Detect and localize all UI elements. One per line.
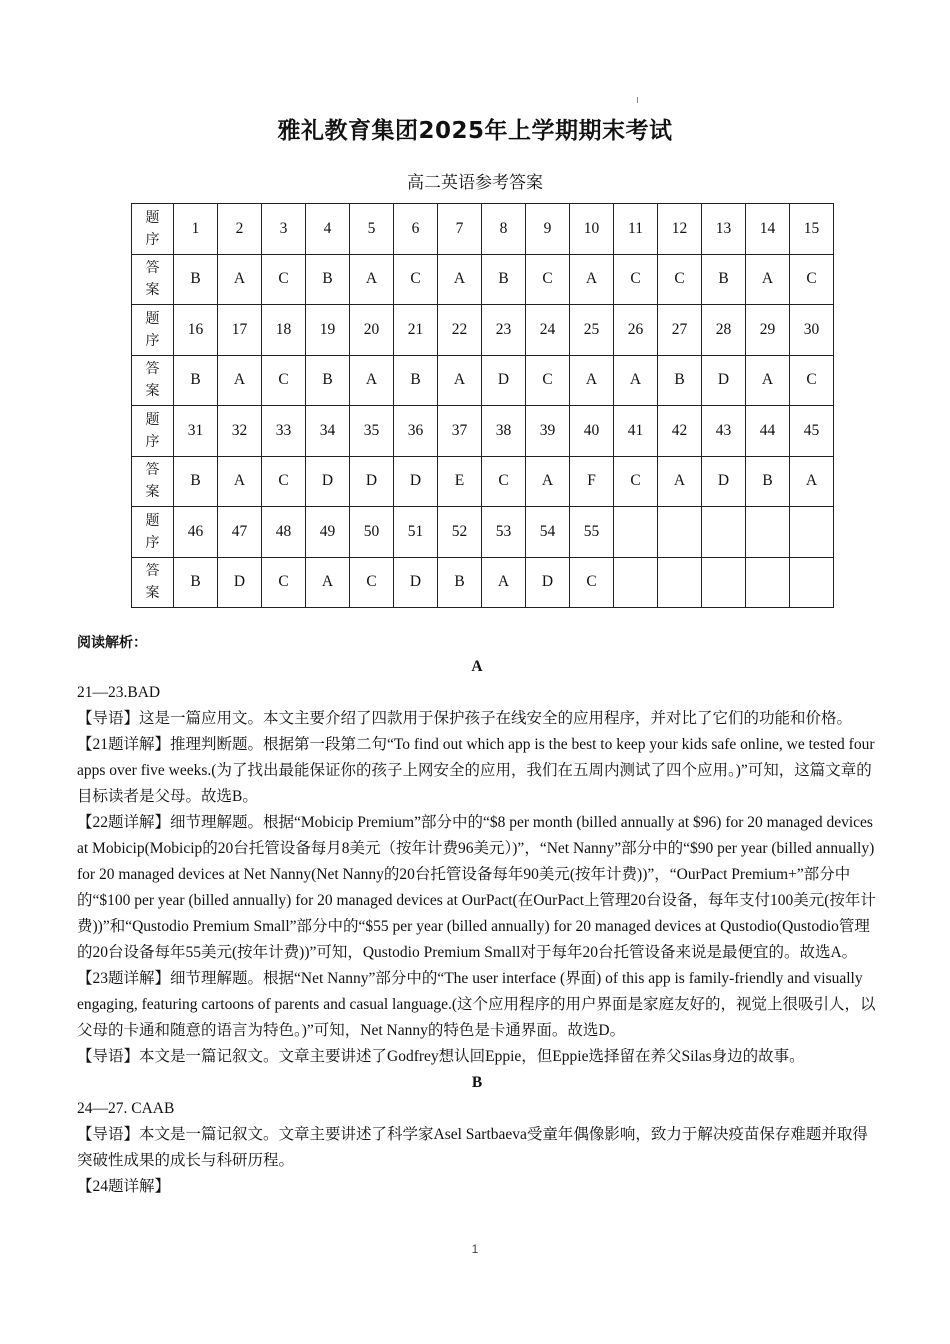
question-number-cell: 36 bbox=[394, 406, 438, 457]
answer-cell: A bbox=[790, 456, 834, 507]
question-number-cell bbox=[746, 507, 790, 558]
question-number-cell: 23 bbox=[482, 305, 526, 356]
answer-cell: C bbox=[262, 355, 306, 406]
question-number-cell: 53 bbox=[482, 507, 526, 558]
question-number-cell: 3 bbox=[262, 204, 306, 255]
q21-explanation: 【21题详解】推理判断题。根据第一段第二句“To find out which app is the best to keep your kids safe online, we tested four apps over five weeks.(为了找出最能保证你的孩子上网安全的应用，我们在五周内测试了四个应用。)”可知，这篇文章的目标读者是父母。故选B。 bbox=[77, 736, 875, 805]
answer-row bbox=[132, 254, 834, 305]
question-number-cell: 43 bbox=[702, 406, 746, 457]
question-number-cell: 40 bbox=[570, 406, 614, 457]
number-row bbox=[132, 406, 834, 457]
page-subtitle: 高二英语参考答案 bbox=[407, 173, 543, 193]
scan-mark bbox=[637, 97, 638, 103]
question-number-cell: 30 bbox=[790, 305, 834, 356]
answer-row-label: 答 案 bbox=[132, 557, 174, 608]
question-number-cell: 38 bbox=[482, 406, 526, 457]
question-number-cell: 34 bbox=[306, 406, 350, 457]
reading-analysis bbox=[77, 654, 877, 1200]
question-number-cell: 37 bbox=[438, 406, 482, 457]
answer-cell: A bbox=[482, 557, 526, 608]
section-b-heading: B bbox=[471, 1074, 483, 1091]
answer-cell: D bbox=[306, 456, 350, 507]
answer-cell: A bbox=[218, 254, 262, 305]
answer-row bbox=[132, 557, 834, 608]
question-number-cell: 20 bbox=[350, 305, 394, 356]
question-number-cell: 1 bbox=[174, 204, 218, 255]
answer-cell: B bbox=[306, 254, 350, 305]
question-number-cell: 24 bbox=[526, 305, 570, 356]
answer-cell: D bbox=[394, 557, 438, 608]
question-number-cell: 33 bbox=[262, 406, 306, 457]
section-a-answers: 21—23.BAD bbox=[77, 684, 161, 701]
answer-cell: B bbox=[438, 557, 482, 608]
answer-cell: D bbox=[482, 355, 526, 406]
answer-cell: C bbox=[790, 254, 834, 305]
question-number-cell: 48 bbox=[262, 507, 306, 558]
extra-intro: 【导语】本文是一篇记叙文。文章主要讲述了Godfrey想认回Eppie，但Eppie选择留在养父Silas身边的故事。 bbox=[77, 1048, 805, 1065]
answer-cell: A bbox=[614, 355, 658, 406]
question-number-cell: 32 bbox=[218, 406, 262, 457]
answer-cell: C bbox=[262, 456, 306, 507]
answer-cell: D bbox=[394, 456, 438, 507]
answer-cell: E bbox=[438, 456, 482, 507]
question-number-cell: 12 bbox=[658, 204, 702, 255]
answer-cell: C bbox=[262, 254, 306, 305]
answer-cell: B bbox=[174, 254, 218, 305]
question-number-cell bbox=[702, 507, 746, 558]
question-number-cell: 22 bbox=[438, 305, 482, 356]
answer-cell: D bbox=[702, 355, 746, 406]
question-number-cell: 14 bbox=[746, 204, 790, 255]
question-number-cell: 19 bbox=[306, 305, 350, 356]
reading-label: 阅读解析： bbox=[77, 635, 147, 651]
question-number-cell: 42 bbox=[658, 406, 702, 457]
question-number-cell bbox=[790, 507, 834, 558]
answer-cell: A bbox=[658, 456, 702, 507]
q24-explanation: 【24题详解】 bbox=[77, 1178, 171, 1195]
answer-cell: F bbox=[570, 456, 614, 507]
answer-cell: A bbox=[438, 355, 482, 406]
answer-cell: D bbox=[350, 456, 394, 507]
question-number-cell: 51 bbox=[394, 507, 438, 558]
answer-cell bbox=[746, 557, 790, 608]
answer-cell: A bbox=[526, 456, 570, 507]
answer-cell: C bbox=[482, 456, 526, 507]
section-a-heading: A bbox=[471, 658, 483, 675]
question-number-cell: 35 bbox=[350, 406, 394, 457]
question-number-cell: 49 bbox=[306, 507, 350, 558]
question-number-cell: 15 bbox=[790, 204, 834, 255]
question-number-cell: 29 bbox=[746, 305, 790, 356]
page-number: 1 bbox=[471, 1242, 479, 1256]
answer-cell: A bbox=[570, 355, 614, 406]
number-row bbox=[132, 305, 834, 356]
answer-cell: A bbox=[438, 254, 482, 305]
question-number-cell: 9 bbox=[526, 204, 570, 255]
question-number-cell: 26 bbox=[614, 305, 658, 356]
number-row-label: 题 序 bbox=[132, 305, 174, 356]
answer-cell: B bbox=[174, 456, 218, 507]
number-row bbox=[132, 204, 834, 255]
question-number-cell bbox=[658, 507, 702, 558]
question-number-cell: 16 bbox=[174, 305, 218, 356]
question-number-cell: 2 bbox=[218, 204, 262, 255]
answer-cell: B bbox=[174, 355, 218, 406]
answer-table bbox=[131, 203, 834, 608]
question-number-cell: 11 bbox=[614, 204, 658, 255]
answer-cell: C bbox=[658, 254, 702, 305]
question-number-cell: 7 bbox=[438, 204, 482, 255]
question-number-cell: 27 bbox=[658, 305, 702, 356]
question-number-cell: 45 bbox=[790, 406, 834, 457]
answer-cell: D bbox=[702, 456, 746, 507]
page-title: 雅礼教育集团2025年上学期期末考试 bbox=[277, 118, 673, 144]
question-number-cell: 31 bbox=[174, 406, 218, 457]
answer-cell: C bbox=[570, 557, 614, 608]
answer-cell: B bbox=[394, 355, 438, 406]
q22-explanation: 【22题详解】细节理解题。根据“Mobicip Premium”部分中的“$8 per month (billed annually at $96) for 20 managed devices at Mobicip(Mobicip的20台托管设备每月8美元（按年计费96美元）)”，“Net Nanny”部分中的“$90 per year (billed annually) for 20 managed devices at Net Nanny(Net Nanny的20台托管设备每年90美元(按年计费))”，“OurPact Premium+”部分中的“$100 per year (billed annually) for 20 managed devices at OurPact(在OurPact上管理20台设备，每年支付100美元(按年计费))”和“Qustodio Premium Small”部分中的“$55 per year (billed annually) for 20 managed devices at Qustodio(Qustodio管理的20台设备每年55美元(按年计费))”可知，Qustodio Premium Small对于每年20台托管设备来说是最便宜的。故选A。 bbox=[77, 814, 876, 961]
answer-cell: B bbox=[306, 355, 350, 406]
question-number-cell: 8 bbox=[482, 204, 526, 255]
question-number-cell: 25 bbox=[570, 305, 614, 356]
answer-cell: A bbox=[350, 355, 394, 406]
answer-cell: C bbox=[526, 355, 570, 406]
question-number-cell: 10 bbox=[570, 204, 614, 255]
answer-cell: D bbox=[218, 557, 262, 608]
question-number-cell: 4 bbox=[306, 204, 350, 255]
answer-cell: A bbox=[746, 355, 790, 406]
question-number-cell: 6 bbox=[394, 204, 438, 255]
answer-cell: D bbox=[526, 557, 570, 608]
question-number-cell: 54 bbox=[526, 507, 570, 558]
question-number-cell: 28 bbox=[702, 305, 746, 356]
answer-cell: C bbox=[350, 557, 394, 608]
answer-cell: A bbox=[306, 557, 350, 608]
answer-cell: B bbox=[482, 254, 526, 305]
answer-cell bbox=[658, 557, 702, 608]
question-number-cell: 18 bbox=[262, 305, 306, 356]
answer-cell: C bbox=[790, 355, 834, 406]
answer-cell bbox=[702, 557, 746, 608]
number-row-label: 题 序 bbox=[132, 406, 174, 457]
section-b-answers: 24—27. CAAB bbox=[77, 1100, 175, 1117]
question-number-cell: 44 bbox=[746, 406, 790, 457]
answer-cell: C bbox=[526, 254, 570, 305]
section-b-intro: 【导语】本文是一篇记叙文。文章主要讲述了科学家Asel Sartbaeva受童年偶像影响，致力于解决疫苗保存难题并取得突破性成果的成长与科研历程。 bbox=[77, 1126, 868, 1169]
question-number-cell: 50 bbox=[350, 507, 394, 558]
answer-cell: B bbox=[174, 557, 218, 608]
number-row-label: 题 序 bbox=[132, 204, 174, 255]
question-number-cell: 46 bbox=[174, 507, 218, 558]
answer-row bbox=[132, 355, 834, 406]
answer-cell: A bbox=[218, 355, 262, 406]
answer-cell: A bbox=[350, 254, 394, 305]
answer-cell: C bbox=[614, 456, 658, 507]
question-number-cell: 55 bbox=[570, 507, 614, 558]
answer-row bbox=[132, 456, 834, 507]
question-number-cell: 21 bbox=[394, 305, 438, 356]
answer-cell: C bbox=[394, 254, 438, 305]
question-number-cell: 13 bbox=[702, 204, 746, 255]
answer-cell: B bbox=[658, 355, 702, 406]
answer-cell: A bbox=[218, 456, 262, 507]
section-a-intro: 【导语】这是一篇应用文。本文主要介绍了四款用于保护孩子在线安全的应用程序，并对比了它们的功能和价格。 bbox=[77, 710, 853, 727]
answer-row-label: 答 案 bbox=[132, 355, 174, 406]
answer-row-label: 答 案 bbox=[132, 456, 174, 507]
answer-cell bbox=[614, 557, 658, 608]
question-number-cell: 39 bbox=[526, 406, 570, 457]
answer-row-label: 答 案 bbox=[132, 254, 174, 305]
q23-explanation: 【23题详解】细节理解题。根据“Net Nanny”部分中的“The user interface (界面) of this app is family-friendly and visually engaging, featuring cartoons of parents and casual language.(这个应用程序的用户界面是家庭友好的，视觉上很吸引人，以父母的卡通和随意的语言为特色。)”可知，Net Nanny的特色是卡通界面。故选D。 bbox=[77, 970, 876, 1039]
question-number-cell bbox=[614, 507, 658, 558]
number-row-label: 题 序 bbox=[132, 507, 174, 558]
answer-cell: B bbox=[702, 254, 746, 305]
question-number-cell: 47 bbox=[218, 507, 262, 558]
question-number-cell: 5 bbox=[350, 204, 394, 255]
answer-cell: B bbox=[746, 456, 790, 507]
number-row bbox=[132, 507, 834, 558]
answer-cell: A bbox=[746, 254, 790, 305]
question-number-cell: 17 bbox=[218, 305, 262, 356]
answer-cell: C bbox=[262, 557, 306, 608]
answer-cell: C bbox=[614, 254, 658, 305]
question-number-cell: 41 bbox=[614, 406, 658, 457]
question-number-cell: 52 bbox=[438, 507, 482, 558]
answer-cell: A bbox=[570, 254, 614, 305]
answer-cell bbox=[790, 557, 834, 608]
